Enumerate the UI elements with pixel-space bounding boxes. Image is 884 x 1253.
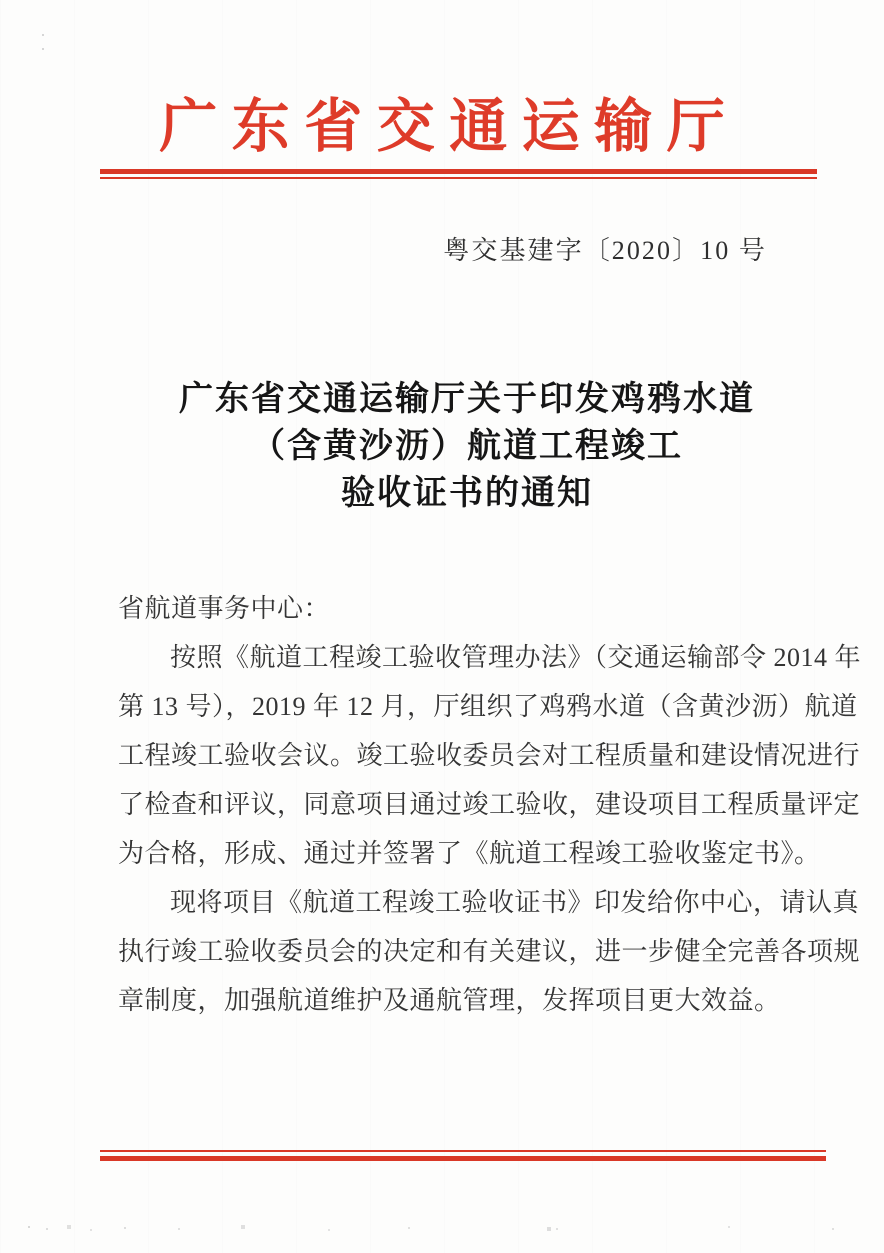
document-reference-number: 粤交基建字〔2020〕10 号 [443,236,767,265]
paragraph-1 [118,633,862,878]
rule-thick-line [100,1156,826,1161]
body-line: 现将项目《航道工程竣工验收证书》印发给你中心，请认真 [170,888,860,917]
body-line: 工程竣工验收会议。竣工验收委员会对工程质量和建设情况进行 [118,741,861,770]
scan-speck [42,48,44,50]
body-line: 执行竣工验收委员会的决定和有关建议，进一步健全完善各项规 [118,937,861,966]
document-body [118,584,862,1025]
body-line: 为合格，形成、通过并签署了《航道工程竣工验收鉴定书》。 [118,839,821,868]
agency-letterhead: 广东省交通运输厅 [159,94,740,159]
footer-double-rule [100,1150,826,1161]
title-line-2: （含黄沙沥）航道工程竣工 [251,428,683,465]
document-title [0,376,884,517]
body-line: 了检查和评议，同意项目通过竣工验收，建设项目工程质量评定 [118,790,861,819]
scan-speck [42,34,44,36]
rule-thin-line [100,177,817,179]
body-line: 章制度，加强航道维护及通航管理，发挥项目更大效益。 [118,986,781,1015]
letterhead-double-rule [100,169,817,179]
paragraph-2 [118,878,861,1025]
salutation: 省航道事务中心： [118,594,331,623]
body-line: 按照《航道工程竣工验收管理办法》（交通运输部令 2014 年 [170,643,862,672]
body-line: 第 13 号），2019 年 12 月，厅组织了鸡鸦水道（含黄沙沥）航道 [118,692,858,721]
title-line-1: 广东省交通运输厅关于印发鸡鸦水道 [179,381,755,418]
title-line-3: 验收证书的通知 [341,475,593,512]
scan-noise-band [28,1226,30,1228]
